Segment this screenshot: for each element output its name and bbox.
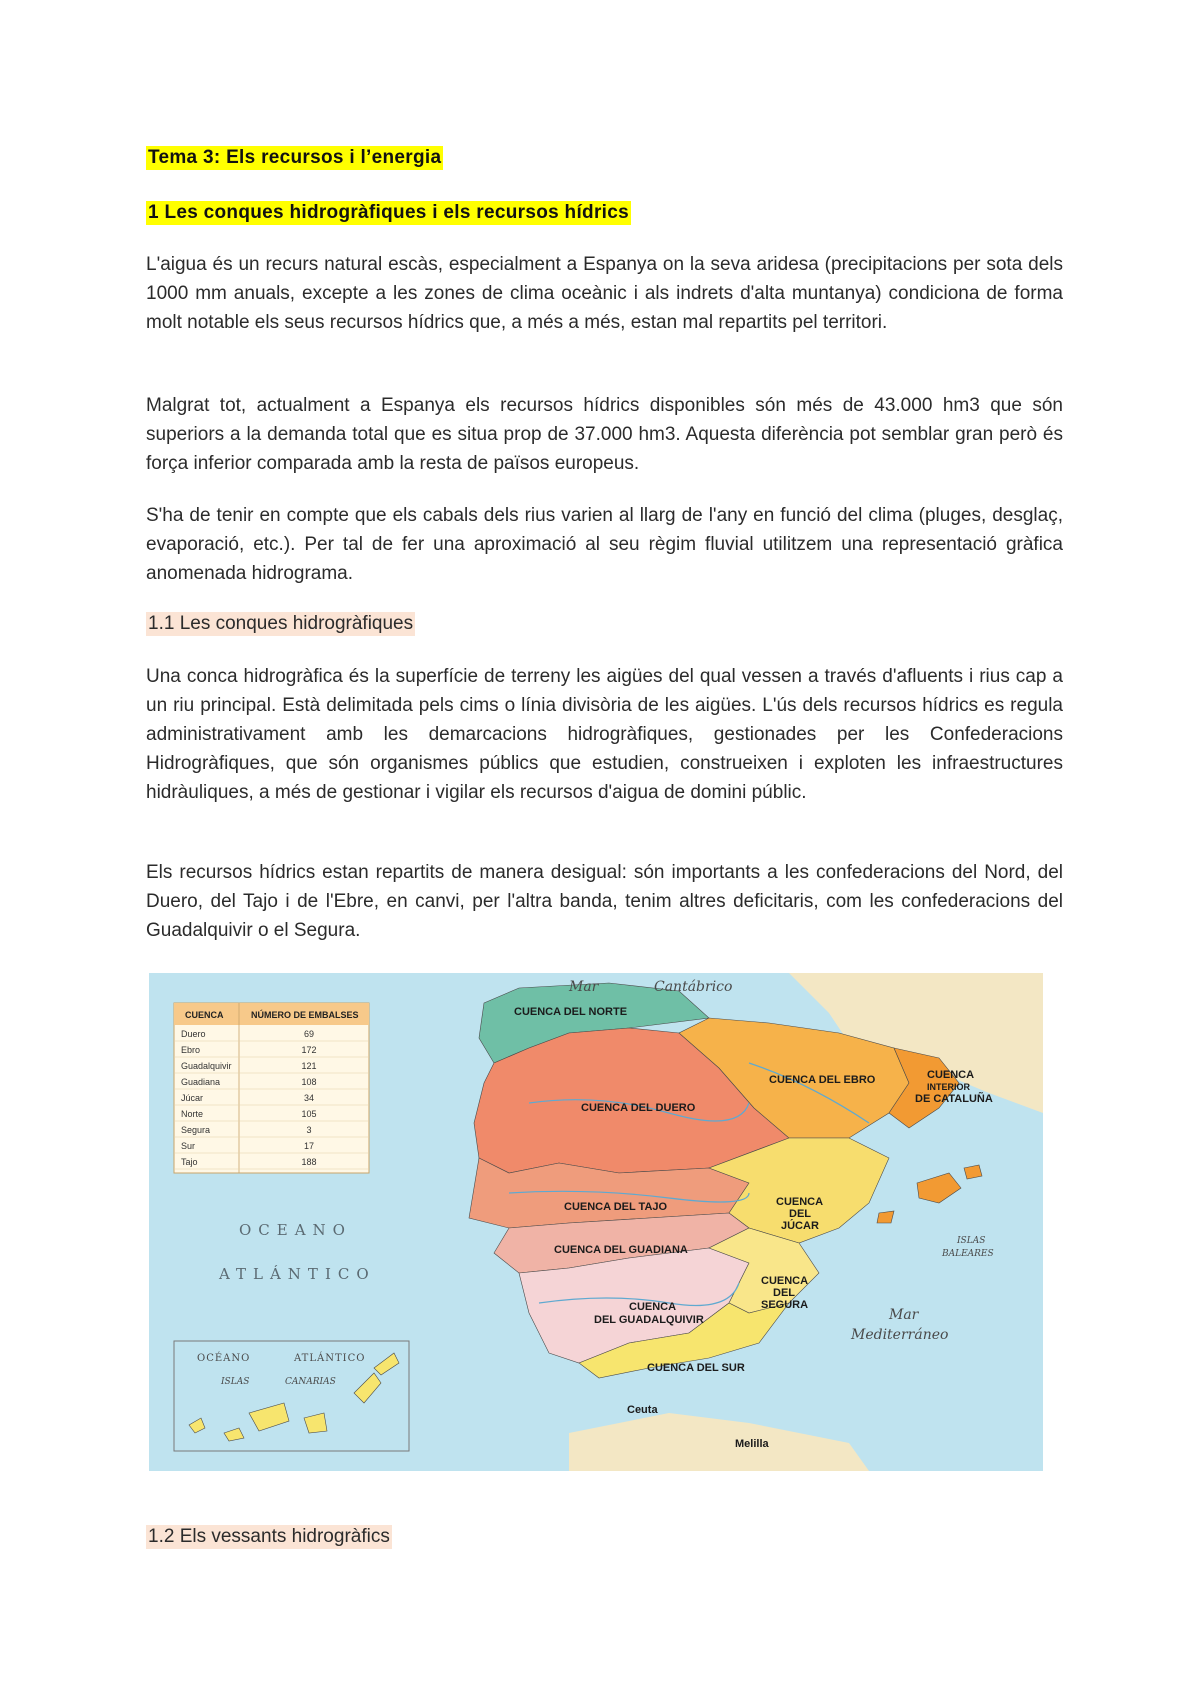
table-cell-cuenca: Duero xyxy=(181,1029,206,1039)
subsection-heading-1-2: 1.2 Els vessants hidrogràfics xyxy=(148,1526,390,1547)
label-canarias-islas: ISLAS xyxy=(221,1377,250,1387)
table-head-embalses: NÚMERO DE EMBALSES xyxy=(251,1010,359,1020)
canarias-inset xyxy=(174,1341,409,1451)
table-cell-cuenca: Guadalquivir xyxy=(181,1061,232,1071)
table-cell-embalses: 188 xyxy=(301,1157,317,1167)
label-melilla: Melilla xyxy=(735,1438,769,1450)
table-cell-cuenca: Segura xyxy=(181,1125,211,1135)
label-cuenca-jucar-3: JÚCAR xyxy=(781,1220,819,1232)
label-cuenca-norte: CUENCA DEL NORTE xyxy=(514,1006,628,1018)
table-head-cuenca: CUENCA xyxy=(185,1010,224,1020)
label-cuenca-guadalq-2: DEL GUADALQUIVIR xyxy=(594,1314,704,1326)
table-cell-embalses: 34 xyxy=(303,1093,315,1103)
table-cell-cuenca: Tajo xyxy=(181,1157,198,1167)
page-title: Tema 3: Els recursos i l’energia xyxy=(148,147,442,168)
label-cuenca-guadalq-1: CUENCA xyxy=(629,1301,677,1313)
label-mar-top: Mar xyxy=(569,979,599,995)
label-cantabrico: Cantábrico xyxy=(654,979,733,995)
table-cell-embalses: 121 xyxy=(301,1061,317,1071)
label-cuenca-segura-1: CUENCA xyxy=(761,1275,809,1287)
label-baleares-1: ISLAS xyxy=(957,1236,986,1246)
label-oceano: OCEANO xyxy=(239,1221,352,1239)
paragraph-3: S'ha de tenir en compte que els cabals dels rius varien al llarg de l'any en funció del clima (pluges, desglaç, evaporació, etc.). Per tal de fer una aproximació al seu règim fluvial utilitzem una representació gràfica anomenada hidrograma. xyxy=(146,505,1063,584)
label-cuenca-guadiana: CUENCA DEL GUADIANA xyxy=(554,1244,688,1256)
label-cuenca-cat-1: CUENCA xyxy=(927,1069,975,1081)
table-cell-cuenca: Norte xyxy=(181,1109,204,1119)
reservoir-table xyxy=(174,1003,369,1173)
hydrographic-basins-map xyxy=(149,973,1043,1471)
paragraph-4: Una conca hidrogràfica és la superfície de terreny les aigües del qual vessen a través d'afluents i rius cap a un riu principal. Està delimitada pels cims o línia divisòria de les aigües. L'ús dels recursos hídrics es regula administrativament amb les demarcacions hidrogràfiques, gestionades per les Confederacions Hidrogràfiques, que són organismes públics que estudien, construeixen i exploten les infraestructures hidràuliques, a més de gestionar i vigilar els recursos d'aigua de domini públic. xyxy=(146,666,1063,803)
label-canarias-name: CANARIAS xyxy=(285,1377,336,1387)
paragraph-1: L'aigua és un recurs natural escàs, especialment a Espanya on la seva aridesa (precipitacions per sota dels 1000 mm anuals, excepte a les zones de clima oceànic i als indrets d'alta muntanya) condiciona de forma molt notable els seus recursos hídrics que, a més a més, estan mal repartits pel territori. xyxy=(146,254,1063,333)
section-heading-1: 1 Les conques hidrogràfiques i els recursos hídrics xyxy=(148,202,629,223)
table-cell-embalses: 69 xyxy=(303,1029,315,1039)
table-cell-embalses: 108 xyxy=(301,1077,317,1087)
label-ceuta: Ceuta xyxy=(627,1404,658,1416)
label-canarias-oceano: OCÉANO xyxy=(197,1353,251,1364)
label-cuenca-jucar-2: DEL xyxy=(789,1208,811,1220)
table-cell-embalses: 17 xyxy=(303,1141,315,1151)
table-cell-cuenca: Júcar xyxy=(181,1093,204,1103)
paragraph-5: Els recursos hídrics estan repartits de manera desigual: són importants a les confederacions del Nord, del Duero, del Tajo i de l'Ebre, en canvi, per l'altra banda, tenim altres deficitaris, com les confederacions del Guadalquivir o el Segura. xyxy=(146,862,1063,941)
label-cuenca-jucar-1: CUENCA xyxy=(776,1196,824,1208)
label-atlantico: ATLÁNTICO xyxy=(219,1265,376,1283)
label-cuenca-segura-3: SEGURA xyxy=(761,1299,809,1311)
subsection-heading-1-1: 1.1 Les conques hidrogràfiques xyxy=(148,613,414,634)
table-cell-embalses: 172 xyxy=(301,1045,317,1055)
table-cell-embalses: 3 xyxy=(306,1125,312,1135)
paragraph-2: Malgrat tot, actualment a Espanya els recursos hídrics disponibles són més de 43.000 hm3 que són superiors a la demanda total que es situa prop de 37.000 hm3. Aquesta diferència pot semblar gran però és força inferior comparada amb la resta de països europeus. xyxy=(146,395,1063,474)
table-cell-embalses: 105 xyxy=(301,1109,317,1119)
label-canarias-atlantico: ATLÁNTICO xyxy=(294,1353,366,1364)
table-cell-cuenca: Ebro xyxy=(181,1045,201,1055)
label-cuenca-duero: CUENCA DEL DUERO xyxy=(581,1102,696,1114)
table-cell-cuenca: Guadiana xyxy=(181,1077,221,1087)
map-svg xyxy=(149,973,1043,1471)
label-cuenca-tajo: CUENCA DEL TAJO xyxy=(564,1201,668,1213)
table-cell-cuenca: Sur xyxy=(181,1141,196,1151)
label-mar-med: Mar xyxy=(889,1307,919,1323)
label-mediterraneo: Mediterráneo xyxy=(851,1327,949,1343)
label-baleares-2: BALEARES xyxy=(942,1249,994,1259)
island-ibiza xyxy=(877,1211,894,1223)
label-cuenca-cat-3: DE CATALUÑA xyxy=(915,1093,993,1105)
label-cuenca-sur: CUENCA DEL SUR xyxy=(647,1362,745,1374)
label-cuenca-cat-2: INTERIOR xyxy=(927,1082,971,1092)
label-cuenca-segura-2: DEL xyxy=(773,1287,795,1299)
label-cuenca-ebro: CUENCA DEL EBRO xyxy=(769,1074,876,1086)
